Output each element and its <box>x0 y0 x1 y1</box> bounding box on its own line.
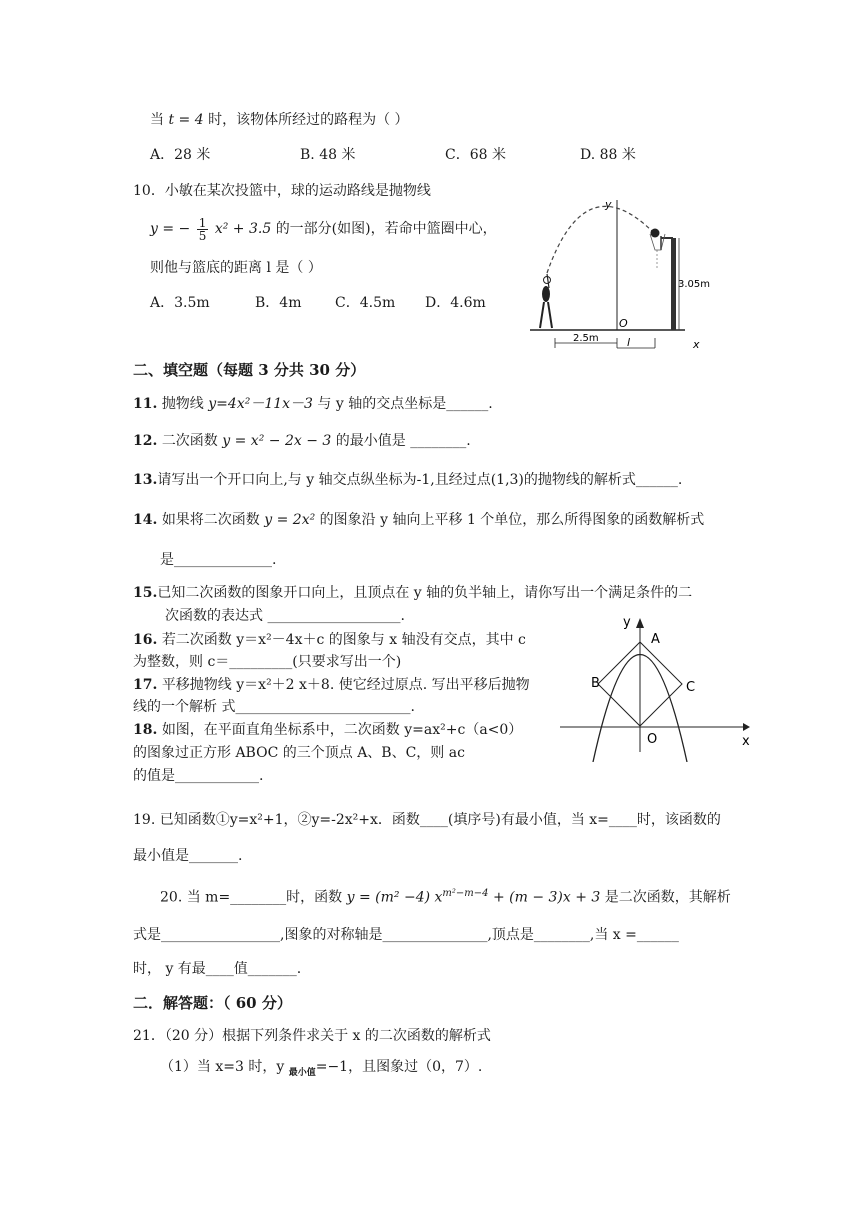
q19-line1: 19. 已知函数①y=x²+1，②y=-2x²+x．函数____(填序号)有最小值，当 x=____时，该函数的 <box>133 812 721 828</box>
fig18-y-label: y <box>623 615 631 630</box>
q9-option-c: C．68 米 <box>445 147 506 163</box>
q10-line2-post: 的一部分(如图)，若命中篮圈中心， <box>275 221 497 237</box>
q11 <box>133 394 493 414</box>
q19-line2: 最小值是_______. <box>133 848 243 864</box>
q15-num: 15. <box>133 585 158 601</box>
q14-text-a: 如果将二次函数 <box>161 512 265 528</box>
q13 <box>133 470 682 490</box>
q10-option-b: B．4m <box>255 295 302 311</box>
q11-eq: y=4x²－11x－3 <box>208 396 313 412</box>
q12 <box>133 431 471 451</box>
q16-line2: 为整数，则 c＝_________(只要求写出一个) <box>133 654 402 670</box>
q20-exponent: m²−m−4 <box>442 888 489 899</box>
q10-fraction <box>197 217 209 242</box>
q12-eq: y = x² − 2x − 3 <box>222 433 332 449</box>
q9-stem-post: 时，该物体所经过的路程为（ ） <box>208 112 409 128</box>
q14-line1 <box>133 510 704 530</box>
q14-num: 14. <box>133 512 158 528</box>
q20-line2: 式是_________________,图象的对称轴是_______________,顶点是________,当 x =______ <box>133 927 679 943</box>
q9-option-b: B. 48 米 <box>300 147 356 163</box>
basketball-figure <box>525 190 715 355</box>
q15-line1-text: 已知二次函数的图象开口向上，且顶点在 y 轴的负半轴上，请你写出一个满足条件的二 <box>157 585 693 601</box>
fig18-x-label: x <box>742 734 750 749</box>
q10-line2 <box>150 214 497 244</box>
q11-num: 11. <box>133 396 158 412</box>
q16-line1-text: 若二次函数 y＝x²－4x＋c 的图象与 x 轴没有交点，其中 c <box>161 632 526 648</box>
q14-line2: 是______________. <box>160 552 277 568</box>
q9-option-a: A．28 米 <box>150 147 211 163</box>
q10-option-a: A．3.5m <box>150 295 210 311</box>
q12-text-b: 的最小值是 ________. <box>331 433 471 449</box>
section3-title: 二．解答题：（ 60 分） <box>133 994 292 1012</box>
fig18-label-c: C <box>686 680 696 695</box>
q16-num: 16. <box>133 632 158 648</box>
fig18-label-a: A <box>651 632 660 647</box>
q18-line3: 的值是____________. <box>133 768 264 784</box>
section2-title: 二、填空题（每题 3 分共 30 分） <box>133 361 366 379</box>
q9-stem-pre: 当 <box>150 112 164 128</box>
fig10-y-label: y <box>605 198 612 211</box>
q18-line1 <box>133 720 522 740</box>
q15-line2: 次函数的表达式 ___________________. <box>165 608 405 624</box>
q21-line2-sub: 最小值 <box>288 1067 316 1078</box>
q10-frac-den: 5 <box>198 228 207 243</box>
q20-eq: y = (m² −4) x <box>346 889 443 906</box>
fig10-height-label: 3.05m <box>678 279 711 290</box>
q11-text-b: 与 y 轴的交点坐标是______. <box>312 396 493 412</box>
q18-line1-text: 如图，在平面直角坐标系中，二次函数 y=ax²+c（a<0） <box>161 722 523 738</box>
q20-eq-tail: + (m − 3)x + 3 <box>488 889 601 906</box>
q20-line1 <box>160 884 731 908</box>
player-icon <box>540 274 552 328</box>
q13-num: 13. <box>133 472 158 488</box>
q10-line3: 则他与篮底的距离 l 是（ ） <box>150 260 322 276</box>
q18-line2: 的图象过正方形 ABOC 的三个顶点 A、B、C，则 ac <box>133 745 465 761</box>
q10-eq-post: x² + 3.5 <box>214 221 272 237</box>
fig10-origin-label: O <box>619 317 628 330</box>
q20-line3: 时， y 有最____值_______. <box>133 961 302 977</box>
fig10-x-label: x <box>693 338 700 351</box>
q10-line1: 10．小敏在某次投篮中，球的运动路线是抛物线 <box>133 183 431 199</box>
q9-stem-eq: t = 4 <box>168 112 204 128</box>
fig10-dist-label: 2.5m <box>573 333 599 344</box>
ball-trajectory <box>547 206 653 273</box>
q21-line1: 21．（20 分）根据下列条件求关于 x 的二次函数的解析式 <box>133 1028 491 1044</box>
q20-line1-a: 20. 当 m=________时，函数 <box>160 889 347 906</box>
q17-line1-text: 平移抛物线 y＝x²＋2 x＋8. 使它经过原点. 写出平移后抛物 <box>161 677 530 693</box>
fig10-l-label: l <box>627 336 631 349</box>
q17-num: 17. <box>133 677 158 693</box>
q11-text-a: 抛物线 <box>161 396 209 412</box>
q9-option-d: D. 88 米 <box>580 147 636 163</box>
q14-eq: y = 2x² <box>264 512 316 528</box>
parabola-square-figure <box>555 612 755 762</box>
q21-line2 <box>160 1057 482 1083</box>
q17-line2: 线的一个解析 式_________________________. <box>133 699 415 715</box>
q10-option-c: C．4.5m <box>335 295 396 311</box>
basketball-icon <box>651 229 660 238</box>
q15-line1 <box>133 583 692 603</box>
q18-num: 18. <box>133 722 158 738</box>
q21-line2-a: （1）当 x=3 时，y <box>160 1059 289 1075</box>
q21-line2-b: =−1，且图象过（0，7）. <box>315 1059 483 1075</box>
q14-text-b: 的图象沿 y 轴向上平移 1 个单位，那么所得图象的函数解析式 <box>315 512 705 528</box>
q10-frac-num: 1 <box>198 215 207 230</box>
q12-text-a: 二次函数 <box>161 433 223 449</box>
q12-num: 12. <box>133 433 158 449</box>
fig18-label-o: O <box>647 732 658 747</box>
fig18-label-b: B <box>591 676 600 691</box>
q10-eq-pre: y = − <box>150 221 191 237</box>
q10-option-d: D．4.6m <box>425 295 486 311</box>
q9-stem <box>150 110 409 130</box>
q17-line1 <box>133 675 530 695</box>
q13-text: 请写出一个开口向上,与 y 轴交点纵坐标为-1,且经过点(1,3)的抛物线的解析式______. <box>157 472 683 488</box>
q20-line1-c: 是二次函数，其解析 <box>600 889 731 906</box>
q16-line1 <box>133 630 526 650</box>
